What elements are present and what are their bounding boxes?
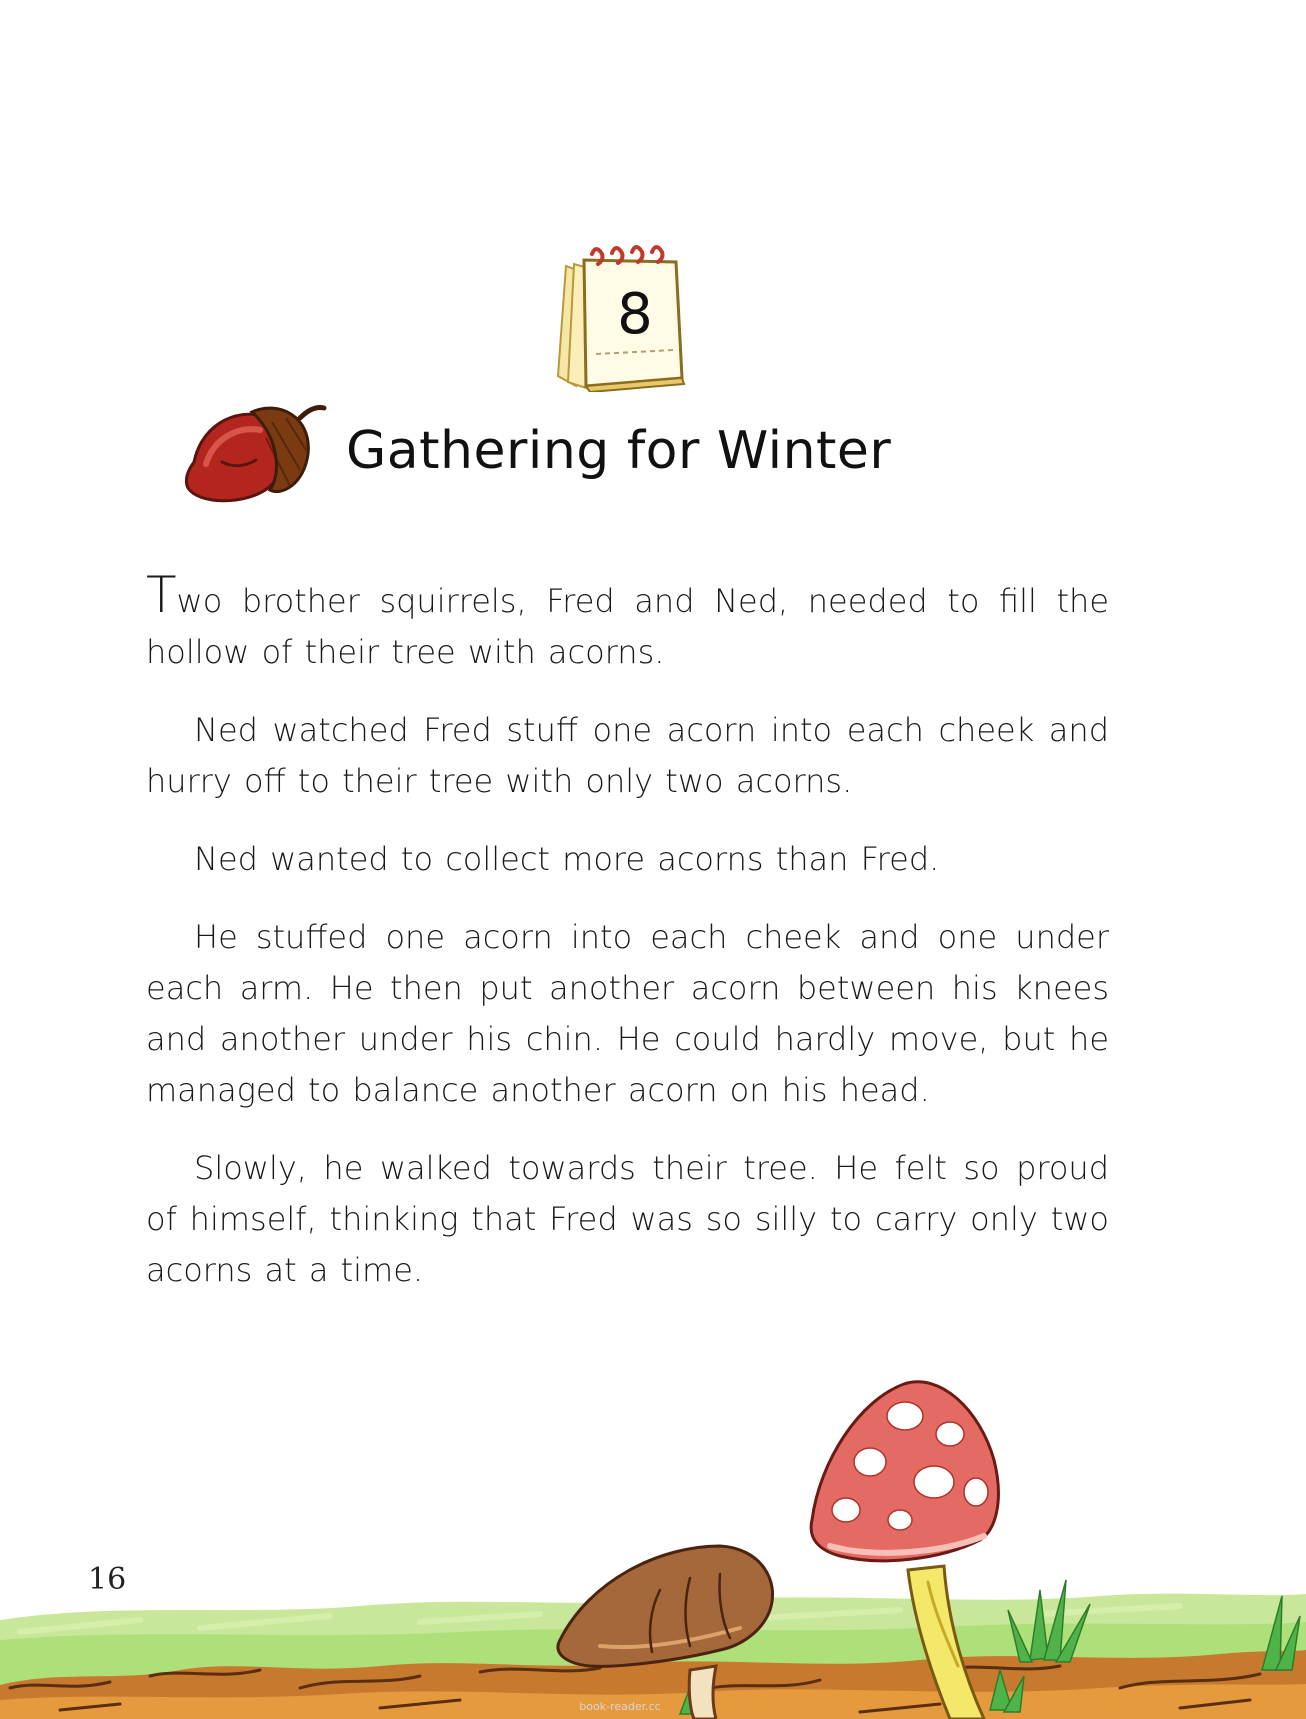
story-paragraph-5: Slowly, he walked towards their tree. He felt so proud of himself, thinking that Fred was so silly to carry only two acorns at a time. — [146, 1149, 1109, 1289]
chapter-title: Gathering for Winter — [346, 421, 892, 481]
page-number: 16 — [88, 1562, 127, 1597]
story-text — [146, 566, 1109, 1323]
drop-cap: T — [146, 566, 177, 624]
story-paragraph-1: Two brother squirrels, Fred and Ned, needed to fill the hollow of their tree with acorns. — [146, 566, 1109, 671]
chapter-number: 8 — [617, 282, 653, 347]
story-paragraph-2: Ned watched Fred stuff one acorn into each cheek and hurry off to their tree with only two acorns. — [146, 711, 1109, 800]
story-paragraph-3: Ned wanted to collect more acorns than Fred. — [194, 840, 940, 878]
acorn-icon — [182, 392, 328, 504]
forest-floor-illustration — [0, 1370, 1306, 1719]
watermark: book-reader.cc — [579, 1700, 661, 1713]
story-paragraph-4: He stuffed one acorn into each cheek and one under each arm. He then put another acorn between his knees and another under his chin. He could hardly move, but he managed to balance another acorn on his head. — [146, 918, 1109, 1109]
